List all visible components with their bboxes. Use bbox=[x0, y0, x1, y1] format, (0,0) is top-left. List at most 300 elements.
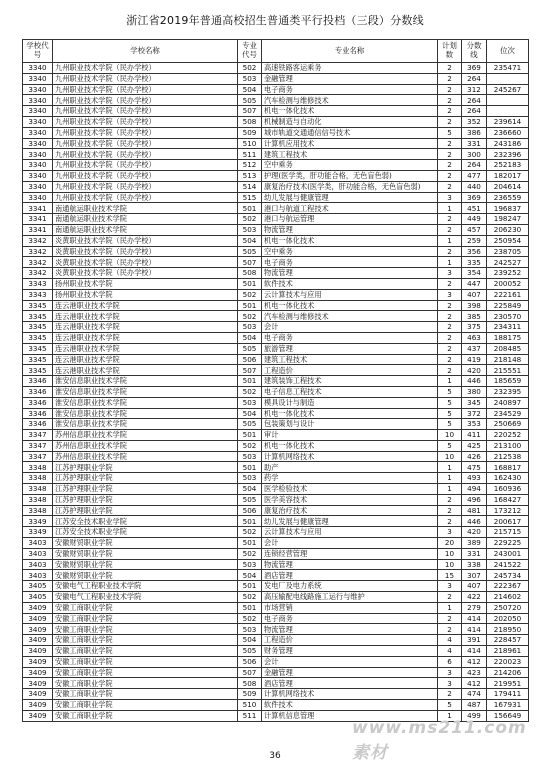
cell-score-line: 398 bbox=[462, 300, 487, 311]
cell-score-line: 352 bbox=[462, 116, 487, 127]
cell-major-name: 机电一体化技术 bbox=[262, 106, 438, 117]
cell-school-name: 九州职业技术学院（民办学校） bbox=[53, 160, 238, 171]
cell-school-name: 九州职业技术学院（民办学校） bbox=[53, 181, 238, 192]
cell-school-name: 南通航运职业技术学院 bbox=[53, 214, 238, 225]
cell-plan-count: 2 bbox=[438, 224, 462, 235]
table-row bbox=[23, 278, 529, 289]
cell-major-code: 508 bbox=[238, 116, 262, 127]
cell-major-code: 506 bbox=[238, 656, 262, 667]
cell-school-code: 3341 bbox=[23, 214, 53, 225]
cell-major-name: 工程造价 bbox=[262, 635, 438, 646]
cell-rank: 206230 bbox=[487, 224, 529, 235]
cell-school-code: 3340 bbox=[23, 149, 53, 160]
cell-school-name: 安徽工商职业学院 bbox=[53, 646, 238, 657]
cell-school-code: 3409 bbox=[23, 635, 53, 646]
cell-plan-count: 2 bbox=[438, 592, 462, 603]
table-row bbox=[23, 602, 529, 613]
cell-major-code: 501 bbox=[238, 376, 262, 387]
cell-plan-count: 10 bbox=[438, 430, 462, 441]
cell-score-line: 356 bbox=[462, 246, 487, 257]
cell-major-name: 计算机网络技术 bbox=[262, 451, 438, 462]
cell-major-name: 云计算技术与应用 bbox=[262, 289, 438, 300]
cell-major-name: 酒店管理 bbox=[262, 678, 438, 689]
table-row bbox=[23, 440, 529, 451]
cell-school-name: 南通航运职业技术学院 bbox=[53, 203, 238, 214]
cell-school-name: 炎黄职业技术学院（民办学校） bbox=[53, 246, 238, 257]
table-row bbox=[23, 170, 529, 181]
cell-rank: 232396 bbox=[487, 149, 529, 160]
table-row bbox=[23, 257, 529, 268]
table-row bbox=[23, 84, 529, 95]
cell-school-name: 九州职业技术学院（民办学校） bbox=[53, 73, 238, 84]
cell-rank: 167931 bbox=[487, 700, 529, 711]
cell-major-name: 建筑工程技术 bbox=[262, 354, 438, 365]
cell-rank: 218148 bbox=[487, 354, 529, 365]
cell-score-line: 372 bbox=[462, 408, 487, 419]
cell-score-line: 264 bbox=[462, 106, 487, 117]
header-major-name: 专业名称 bbox=[262, 40, 438, 63]
cell-rank: 185659 bbox=[487, 376, 529, 387]
score-table bbox=[22, 39, 529, 722]
cell-school-code: 3340 bbox=[23, 192, 53, 203]
cell-major-code: 510 bbox=[238, 700, 262, 711]
table-row bbox=[23, 430, 529, 441]
table-row bbox=[23, 224, 529, 235]
cell-plan-count: 5 bbox=[438, 440, 462, 451]
cell-major-code: 502 bbox=[238, 613, 262, 624]
cell-score-line: 312 bbox=[462, 84, 487, 95]
cell-school-code: 3341 bbox=[23, 224, 53, 235]
cell-major-code: 505 bbox=[238, 646, 262, 657]
cell-score-line: 300 bbox=[462, 149, 487, 160]
cell-plan-count: 2 bbox=[438, 106, 462, 117]
table-row bbox=[23, 343, 529, 354]
cell-rank: 218950 bbox=[487, 624, 529, 635]
table-row bbox=[23, 548, 529, 559]
cell-plan-count: 10 bbox=[438, 548, 462, 559]
cell-score-line: 420 bbox=[462, 527, 487, 538]
cell-school-code: 3340 bbox=[23, 160, 53, 171]
cell-plan-count: 5 bbox=[438, 386, 462, 397]
cell-score-line: 422 bbox=[462, 592, 487, 603]
table-row bbox=[23, 689, 529, 700]
cell-rank: 160936 bbox=[487, 484, 529, 495]
cell-school-code: 3345 bbox=[23, 365, 53, 376]
cell-score-line: 407 bbox=[462, 581, 487, 592]
cell-major-name: 电子商务 bbox=[262, 84, 438, 95]
table-row bbox=[23, 214, 529, 225]
cell-school-name: 淮安信息职业技术学院 bbox=[53, 386, 238, 397]
cell-major-name: 康复治疗技术 bbox=[262, 505, 438, 516]
cell-school-name: 安徽工商职业学院 bbox=[53, 700, 238, 711]
cell-school-code: 3349 bbox=[23, 516, 53, 527]
cell-score-line: 331 bbox=[462, 138, 487, 149]
cell-school-name: 安徽工商职业学院 bbox=[53, 656, 238, 667]
cell-major-code: 503 bbox=[238, 451, 262, 462]
cell-major-name: 护理(医学类，肝功能合格，无色盲色弱) bbox=[262, 170, 438, 181]
table-row bbox=[23, 235, 529, 246]
table-row bbox=[23, 386, 529, 397]
cell-major-code: 504 bbox=[238, 84, 262, 95]
cell-score-line: 354 bbox=[462, 268, 487, 279]
cell-school-name: 安徽工商职业学院 bbox=[53, 689, 238, 700]
table-row bbox=[23, 473, 529, 484]
table-row bbox=[23, 570, 529, 581]
cell-rank: 250720 bbox=[487, 602, 529, 613]
table-row bbox=[23, 419, 529, 430]
table-row bbox=[23, 289, 529, 300]
cell-school-code: 3345 bbox=[23, 343, 53, 354]
cell-rank: 241522 bbox=[487, 559, 529, 570]
cell-major-code: 506 bbox=[238, 354, 262, 365]
cell-plan-count: 2 bbox=[438, 343, 462, 354]
cell-school-code: 3409 bbox=[23, 678, 53, 689]
cell-rank: 239252 bbox=[487, 268, 529, 279]
cell-score-line: 391 bbox=[462, 635, 487, 646]
cell-plan-count: 1 bbox=[438, 484, 462, 495]
cell-score-line: 338 bbox=[462, 559, 487, 570]
cell-rank: 214602 bbox=[487, 592, 529, 603]
cell-school-code: 3409 bbox=[23, 667, 53, 678]
cell-score-line: 425 bbox=[462, 440, 487, 451]
cell-rank: 245267 bbox=[487, 84, 529, 95]
cell-major-code: 503 bbox=[238, 473, 262, 484]
cell-school-code: 3409 bbox=[23, 646, 53, 657]
cell-school-code: 3403 bbox=[23, 559, 53, 570]
cell-rank: 252183 bbox=[487, 160, 529, 171]
cell-rank: 202050 bbox=[487, 613, 529, 624]
cell-school-code: 3340 bbox=[23, 170, 53, 181]
cell-plan-count: 2 bbox=[438, 516, 462, 527]
cell-school-code: 3340 bbox=[23, 181, 53, 192]
cell-school-name: 九州职业技术学院（民办学校） bbox=[53, 127, 238, 138]
cell-plan-count: 1 bbox=[438, 235, 462, 246]
cell-plan-count: 2 bbox=[438, 689, 462, 700]
cell-school-code: 3340 bbox=[23, 95, 53, 106]
cell-major-code: 503 bbox=[238, 397, 262, 408]
cell-rank: 200617 bbox=[487, 516, 529, 527]
table-row bbox=[23, 538, 529, 549]
cell-score-line: 457 bbox=[462, 224, 487, 235]
cell-rank: 173212 bbox=[487, 505, 529, 516]
cell-school-code: 3346 bbox=[23, 419, 53, 430]
cell-school-name: 安徽工商职业学院 bbox=[53, 635, 238, 646]
cell-score-line: 264 bbox=[462, 95, 487, 106]
cell-school-name: 江苏护理职业学院 bbox=[53, 462, 238, 473]
cell-school-name: 安徽电气工程职业技术学院 bbox=[53, 592, 238, 603]
cell-school-code: 3409 bbox=[23, 656, 53, 667]
cell-major-code: 513 bbox=[238, 170, 262, 181]
cell-major-name: 物流管理 bbox=[262, 559, 438, 570]
table-row bbox=[23, 246, 529, 257]
cell-school-code: 3342 bbox=[23, 235, 53, 246]
cell-major-name: 计算机网络技术 bbox=[262, 689, 438, 700]
cell-school-code: 3346 bbox=[23, 376, 53, 387]
cell-rank: 198247 bbox=[487, 214, 529, 225]
cell-major-name: 医学检验技术 bbox=[262, 484, 438, 495]
cell-rank: 168427 bbox=[487, 494, 529, 505]
cell-plan-count: 3 bbox=[438, 268, 462, 279]
table-row bbox=[23, 527, 529, 538]
cell-major-code: 502 bbox=[238, 311, 262, 322]
cell-major-code: 511 bbox=[238, 149, 262, 160]
cell-school-name: 连云港职业技术学院 bbox=[53, 332, 238, 343]
cell-major-code: 503 bbox=[238, 322, 262, 333]
cell-school-code: 3345 bbox=[23, 354, 53, 365]
cell-major-name: 机电一体化技术 bbox=[262, 440, 438, 451]
cell-school-code: 3347 bbox=[23, 451, 53, 462]
cell-major-name: 金融管理 bbox=[262, 73, 438, 84]
cell-rank: 234529 bbox=[487, 408, 529, 419]
cell-plan-count: 3 bbox=[438, 289, 462, 300]
cell-major-name: 会计 bbox=[262, 322, 438, 333]
cell-school-code: 3346 bbox=[23, 386, 53, 397]
cell-plan-count: 2 bbox=[438, 505, 462, 516]
cell-school-name: 安徽财贸职业学院 bbox=[53, 548, 238, 559]
cell-school-name: 江苏安全技术职业学院 bbox=[53, 527, 238, 538]
cell-major-code: 504 bbox=[238, 635, 262, 646]
cell-rank: 208485 bbox=[487, 343, 529, 354]
cell-school-code: 3409 bbox=[23, 700, 53, 711]
cell-major-code: 508 bbox=[238, 678, 262, 689]
cell-school-code: 3341 bbox=[23, 203, 53, 214]
cell-major-name: 高压输配电线路施工运行与维护 bbox=[262, 592, 438, 603]
cell-major-name: 物流管理 bbox=[262, 268, 438, 279]
cell-score-line: 414 bbox=[462, 613, 487, 624]
cell-rank: 229225 bbox=[487, 538, 529, 549]
table-row bbox=[23, 181, 529, 192]
cell-score-line: 264 bbox=[462, 73, 487, 84]
cell-school-name: 江苏护理职业学院 bbox=[53, 484, 238, 495]
cell-major-code: 502 bbox=[238, 63, 262, 74]
table-row bbox=[23, 322, 529, 333]
cell-major-name: 电子信息工程技术 bbox=[262, 386, 438, 397]
cell-rank: 242527 bbox=[487, 257, 529, 268]
cell-plan-count: 2 bbox=[438, 494, 462, 505]
cell-score-line: 437 bbox=[462, 343, 487, 354]
cell-school-name: 扬州职业技术学院 bbox=[53, 278, 238, 289]
header-plan: 计划数 bbox=[438, 40, 462, 63]
table-row bbox=[23, 300, 529, 311]
cell-school-name: 苏州信息职业技术学院 bbox=[53, 430, 238, 441]
cell-rank: 235471 bbox=[487, 63, 529, 74]
cell-major-name: 发电厂及电力系统 bbox=[262, 581, 438, 592]
cell-plan-count: 4 bbox=[438, 646, 462, 657]
cell-major-code: 503 bbox=[238, 559, 262, 570]
table-row bbox=[23, 667, 529, 678]
cell-major-code: 503 bbox=[238, 73, 262, 84]
cell-plan-count: 2 bbox=[438, 63, 462, 74]
cell-score-line: 420 bbox=[462, 365, 487, 376]
cell-score-line: 412 bbox=[462, 656, 487, 667]
cell-plan-count: 2 bbox=[438, 116, 462, 127]
cell-rank: 213100 bbox=[487, 440, 529, 451]
cell-rank: 214206 bbox=[487, 667, 529, 678]
cell-school-name: 炎黄职业技术学院（民办学校） bbox=[53, 235, 238, 246]
cell-major-name: 软件技术 bbox=[262, 700, 438, 711]
cell-plan-count: 5 bbox=[438, 419, 462, 430]
cell-school-code: 3346 bbox=[23, 408, 53, 419]
cell-school-code: 3345 bbox=[23, 300, 53, 311]
cell-score-line: 335 bbox=[462, 257, 487, 268]
cell-score-line: 449 bbox=[462, 214, 487, 225]
cell-major-name: 计算机信息管理 bbox=[262, 710, 438, 721]
cell-major-code: 502 bbox=[238, 592, 262, 603]
cell-school-code: 3348 bbox=[23, 462, 53, 473]
cell-score-line: 375 bbox=[462, 322, 487, 333]
cell-score-line: 259 bbox=[462, 235, 487, 246]
cell-major-name: 物流管理 bbox=[262, 224, 438, 235]
cell-major-name: 机电一体化技术 bbox=[262, 235, 438, 246]
cell-school-code: 3340 bbox=[23, 73, 53, 84]
cell-plan-count: 2 bbox=[438, 149, 462, 160]
cell-score-line: 446 bbox=[462, 516, 487, 527]
cell-school-code: 3347 bbox=[23, 440, 53, 451]
cell-school-code: 3343 bbox=[23, 278, 53, 289]
table-row bbox=[23, 149, 529, 160]
cell-school-name: 江苏安全技术职业学院 bbox=[53, 516, 238, 527]
cell-school-code: 3409 bbox=[23, 602, 53, 613]
cell-score-line: 412 bbox=[462, 678, 487, 689]
cell-major-code: 503 bbox=[238, 224, 262, 235]
watermark-text: www.ms211.com 素材 bbox=[352, 718, 527, 763]
cell-major-code: 501 bbox=[238, 602, 262, 613]
cell-plan-count: 15 bbox=[438, 570, 462, 581]
cell-major-code: 509 bbox=[238, 127, 262, 138]
cell-school-name: 安徽工商职业学院 bbox=[53, 613, 238, 624]
cell-plan-count: 2 bbox=[438, 624, 462, 635]
cell-plan-count: 2 bbox=[438, 332, 462, 343]
cell-score-line: 426 bbox=[462, 451, 487, 462]
cell-major-name: 审计 bbox=[262, 430, 438, 441]
cell-major-code: 515 bbox=[238, 192, 262, 203]
cell-plan-count: 2 bbox=[438, 95, 462, 106]
cell-school-code: 3346 bbox=[23, 397, 53, 408]
cell-major-name: 旅游管理 bbox=[262, 343, 438, 354]
cell-score-line: 475 bbox=[462, 462, 487, 473]
cell-major-code: 502 bbox=[238, 214, 262, 225]
cell-school-code: 3340 bbox=[23, 116, 53, 127]
cell-school-name: 九州职业技术学院（民办学校） bbox=[53, 149, 238, 160]
cell-score-line: 414 bbox=[462, 624, 487, 635]
cell-major-name: 空中乘务 bbox=[262, 160, 438, 171]
cell-score-line: 447 bbox=[462, 278, 487, 289]
cell-school-name: 九州职业技术学院（民办学校） bbox=[53, 116, 238, 127]
cell-score-line: 264 bbox=[462, 160, 487, 171]
cell-rank: 236660 bbox=[487, 127, 529, 138]
cell-major-name: 建筑装饰工程技术 bbox=[262, 376, 438, 387]
cell-major-name: 港口与航运管理 bbox=[262, 214, 438, 225]
cell-plan-count: 2 bbox=[438, 300, 462, 311]
cell-plan-count: 20 bbox=[438, 538, 462, 549]
cell-school-code: 3403 bbox=[23, 548, 53, 559]
cell-score-line: 451 bbox=[462, 203, 487, 214]
table-row bbox=[23, 332, 529, 343]
cell-major-name: 空中乘务 bbox=[262, 246, 438, 257]
cell-school-code: 3345 bbox=[23, 322, 53, 333]
cell-plan-count: 2 bbox=[438, 613, 462, 624]
cell-major-code: 509 bbox=[238, 689, 262, 700]
cell-school-name: 炎黄职业技术学院（民办学校） bbox=[53, 268, 238, 279]
cell-major-name: 幼儿发展与健康管理 bbox=[262, 516, 438, 527]
cell-school-code: 3403 bbox=[23, 570, 53, 581]
cell-school-name: 安徽电气工程职业技术学院 bbox=[53, 581, 238, 592]
cell-major-name: 幼儿发展与健康管理 bbox=[262, 192, 438, 203]
cell-school-name: 九州职业技术学院（民办学校） bbox=[53, 170, 238, 181]
cell-rank: 196837 bbox=[487, 203, 529, 214]
cell-plan-count: 3 bbox=[438, 667, 462, 678]
cell-rank: 243186 bbox=[487, 138, 529, 149]
cell-school-code: 3340 bbox=[23, 84, 53, 95]
cell-rank: 222367 bbox=[487, 581, 529, 592]
cell-major-name: 物流管理 bbox=[262, 624, 438, 635]
cell-school-name: 安徽工商职业学院 bbox=[53, 602, 238, 613]
cell-school-code: 3348 bbox=[23, 484, 53, 495]
cell-plan-count: 3 bbox=[438, 527, 462, 538]
cell-major-name: 云计算技术与应用 bbox=[262, 527, 438, 538]
cell-school-name: 淮安信息职业技术学院 bbox=[53, 397, 238, 408]
cell-school-name: 连云港职业技术学院 bbox=[53, 365, 238, 376]
cell-major-code: 512 bbox=[238, 160, 262, 171]
cell-major-code: 501 bbox=[238, 300, 262, 311]
cell-major-code: 502 bbox=[238, 386, 262, 397]
cell-major-code: 507 bbox=[238, 365, 262, 376]
cell-school-code: 3342 bbox=[23, 257, 53, 268]
cell-major-name: 连锁经营管理 bbox=[262, 548, 438, 559]
cell-major-name: 汽车检测与维修技术 bbox=[262, 311, 438, 322]
cell-rank: 218961 bbox=[487, 646, 529, 657]
cell-score-line: 389 bbox=[462, 538, 487, 549]
cell-rank: 245734 bbox=[487, 570, 529, 581]
table-row bbox=[23, 592, 529, 603]
header-school-code: 学校代号 bbox=[23, 40, 53, 63]
cell-rank: 250669 bbox=[487, 419, 529, 430]
cell-rank: 212538 bbox=[487, 451, 529, 462]
table-row bbox=[23, 462, 529, 473]
cell-rank: 240897 bbox=[487, 397, 529, 408]
cell-school-name: 扬州职业技术学院 bbox=[53, 289, 238, 300]
cell-school-code: 3405 bbox=[23, 581, 53, 592]
cell-major-code: 501 bbox=[238, 516, 262, 527]
cell-major-code: 505 bbox=[238, 343, 262, 354]
table-row bbox=[23, 505, 529, 516]
cell-rank: 220023 bbox=[487, 656, 529, 667]
cell-major-name: 电子商务 bbox=[262, 332, 438, 343]
cell-major-code: 507 bbox=[238, 667, 262, 678]
cell-plan-count: 2 bbox=[438, 160, 462, 171]
cell-major-code: 501 bbox=[238, 462, 262, 473]
cell-score-line: 369 bbox=[462, 192, 487, 203]
table-header-row bbox=[23, 40, 529, 63]
header-rank: 位次 bbox=[487, 40, 529, 63]
cell-major-code: 501 bbox=[238, 430, 262, 441]
cell-score-line: 279 bbox=[462, 602, 487, 613]
table-row bbox=[23, 116, 529, 127]
cell-score-line: 487 bbox=[462, 700, 487, 711]
cell-major-name: 酒店管理 bbox=[262, 570, 438, 581]
cell-school-name: 安徽工商职业学院 bbox=[53, 667, 238, 678]
cell-rank bbox=[487, 106, 529, 117]
cell-major-code: 504 bbox=[238, 484, 262, 495]
cell-school-name: 炎黄职业技术学院（民办学校） bbox=[53, 257, 238, 268]
cell-rank: 239614 bbox=[487, 116, 529, 127]
cell-rank: 156649 bbox=[487, 710, 529, 721]
cell-major-name: 会计 bbox=[262, 538, 438, 549]
cell-school-code: 3340 bbox=[23, 63, 53, 74]
cell-school-code: 3409 bbox=[23, 689, 53, 700]
cell-plan-count: 1 bbox=[438, 602, 462, 613]
table-row bbox=[23, 646, 529, 657]
